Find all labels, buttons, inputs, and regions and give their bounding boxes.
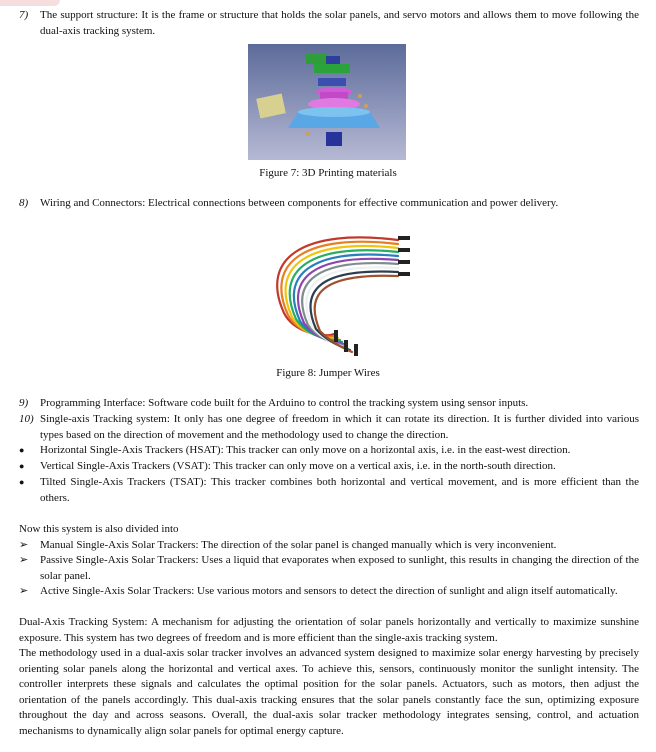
bullet-icon: ● [19,461,25,471]
arrow-item [19,584,639,600]
bullet-item [19,475,639,506]
bullet-item [19,443,639,459]
arrow-text: Active Single-Axis Solar Trackers: Use various motors and sensors to detect the direction of sunlight and align itself automatically. [40,585,618,597]
3d-parts-illustration [248,44,406,160]
arrow-bullet-icon: ➢ [19,585,29,597]
bullet-text: Horizontal Single-Axis Trackers (HSAT): This tracker can only move on a horizontal axis, i.e. in the east-west direction. [40,444,571,456]
list-item-7 [19,8,639,39]
list-item-9 [19,396,639,412]
list-number: 9) [19,397,29,409]
bullet-text: Vertical Single-Axis Trackers (VSAT): This tracker can only move on a vertical axis, i.e. in the north-south direction. [40,460,556,472]
list-item-8 [19,196,639,212]
dual-axis-paragraph: Dual-Axis Tracking System: A mechanism for adjusting the orientation of solar panels horizontally and vertically to maximize sunshine exposure. This system has two degrees of freedom and is more efficient than the single-axis tracking system. [19,616,639,644]
arrow-item [19,538,639,554]
figure-7-caption: Figure 7: 3D Printing materials [259,167,397,179]
arrow-item [19,553,639,584]
bullet-item [19,459,639,475]
arrow-text: Passive Single-Axis Solar Trackers: Uses a liquid that evaporates when exposed to sunlight, this results in changing the direction of the solar panel. [40,554,639,582]
bullet-icon: ● [19,445,25,455]
intro-text: Now this system is also divided into [19,523,179,535]
list-item-10 [19,412,639,443]
figure-jumper-wires-image [264,218,418,360]
figure-8-caption: Figure 8: Jumper Wires [276,367,380,379]
figure-3d-printing-image [248,44,406,160]
list-text: Programming Interface: Software code built for the Arduino to control the tracking system using sensor inputs. [40,397,529,409]
list-number: 7) [19,9,29,21]
bullet-text: Tilted Single-Axis Trackers (TSAT): This tracker combines both horizontal and vertical movement, and is more efficient than the others. [40,476,639,504]
list-number: 10) [19,413,34,425]
methodology-paragraph: The methodology used in a dual-axis solar tracker involves an advanced system designed to maximize solar energy harvesting by precisely orienting solar panels along the horizontal and vertical axes. To achieve this, sensors, continuously monitor the sunlight intensity. The controller interprets these signals and calculates the optimal position for the solar panels. Actuators, such as motors, then adjust the orientation of the panels accordingly. This dual-axis tracking ensures that the solar panels constantly face the sun, optimizing exposure throughout the day and across seasons. Overall, the dual-axis solar tracker methodology integrates sensing, control, and actuation mechanisms to dynamically align solar panels for optimal energy capture. [19,647,639,737]
arrow-text: Manual Single-Axis Solar Trackers: The direction of the solar panel is changed manually which is very inconvenient. [40,539,557,551]
bullet-icon: ● [19,477,25,487]
list-text: The support structure: It is the frame or structure that holds the solar panels, and servo motors and allows them to move following the dual-axis tracking system. [40,9,639,37]
list-text: Wiring and Connectors: Electrical connections between components for effective communication and power delivery. [40,197,559,209]
list-text: Single-axis Tracking system: It only has one degree of freedom in which it can rotate its direction. It is further divided into various types based on the direction of movement and the methodology used to change the direction. [40,413,639,441]
arrow-bullet-icon: ➢ [19,554,29,566]
corner-decoration [0,0,60,6]
jumper-wires-illustration [264,218,418,360]
arrow-bullet-icon: ➢ [19,539,29,551]
list-number: 8) [19,197,29,209]
